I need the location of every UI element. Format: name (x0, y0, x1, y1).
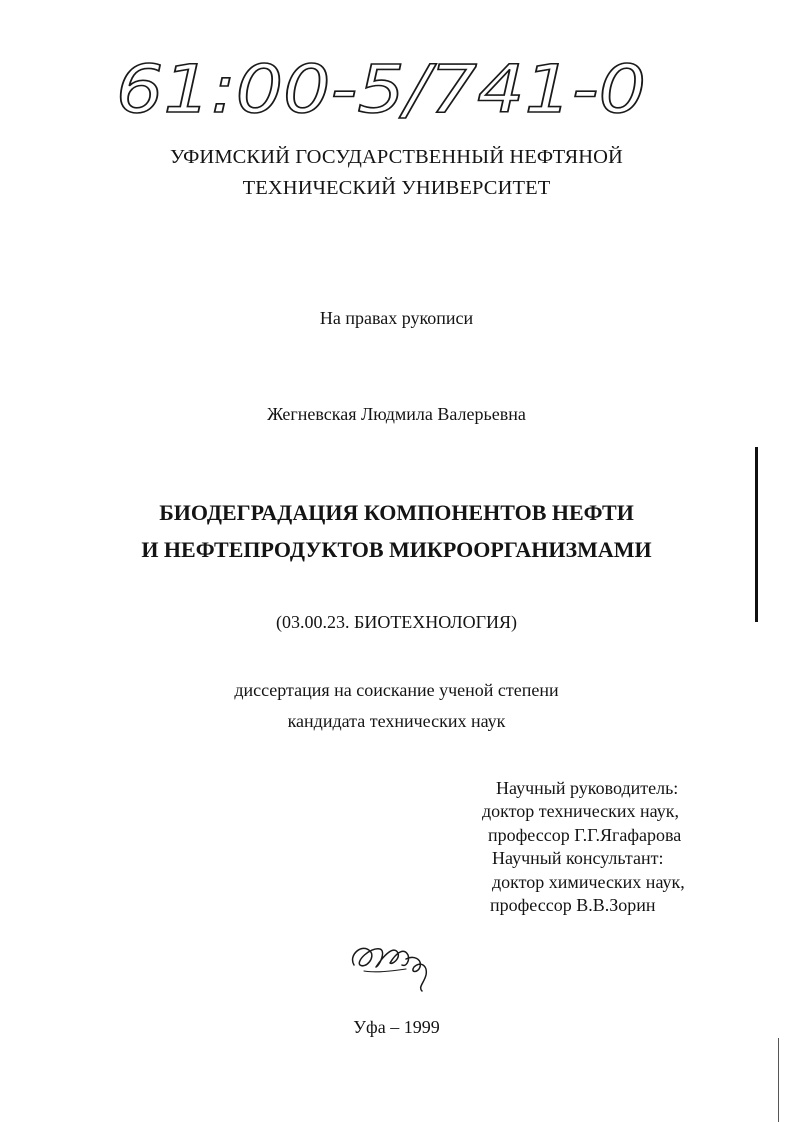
advisors-block (482, 777, 742, 917)
handwritten-signature (340, 925, 450, 995)
consultant-name: профессор В.В.Зорин (490, 895, 656, 916)
thesis-title-line1: БИОДЕГРАДАЦИЯ КОМПОНЕНТОВ НЕФТИ (159, 500, 634, 525)
consultant-label: Научный консультант: (492, 848, 664, 869)
university-name-line2: ТЕХНИЧЕСКИЙ УНИВЕРСИТЕТ (242, 177, 551, 199)
supervisor-label: Научный руководитель: (496, 778, 679, 798)
place-and-year: Уфа – 1999 (353, 1017, 440, 1037)
thesis-title-line2: И НЕФТЕПРОДУКТОВ МИКРООРГАНИЗМАМИ (141, 537, 652, 562)
degree-line2: кандидата технических наук (287, 711, 506, 731)
supervisor-name: профессор Г.Г.Ягафарова (488, 824, 682, 845)
university-name-line1: УФИМСКИЙ ГОСУДАРСТВЕННЫЙ НЕФТЯНОЙ (170, 146, 623, 168)
degree-line1: диссертация на соискание ученой степени (234, 680, 559, 700)
supervisor-degree: доктор технических наук, (482, 801, 679, 822)
handwritten-archive-number (112, 44, 652, 154)
scan-edge-mark (755, 447, 758, 622)
scan-edge-line (778, 1038, 779, 1122)
consultant-degree: доктор химических наук, (492, 871, 685, 892)
specialty-code: (03.00.23. БИОТЕХНОЛОГИЯ) (275, 612, 518, 632)
archive-number-text: 61:00-5/741-0 (116, 51, 646, 128)
author-name: Жегневская Людмила Валерьевна (267, 404, 526, 424)
rights-note: На правах рукописи (319, 308, 474, 328)
